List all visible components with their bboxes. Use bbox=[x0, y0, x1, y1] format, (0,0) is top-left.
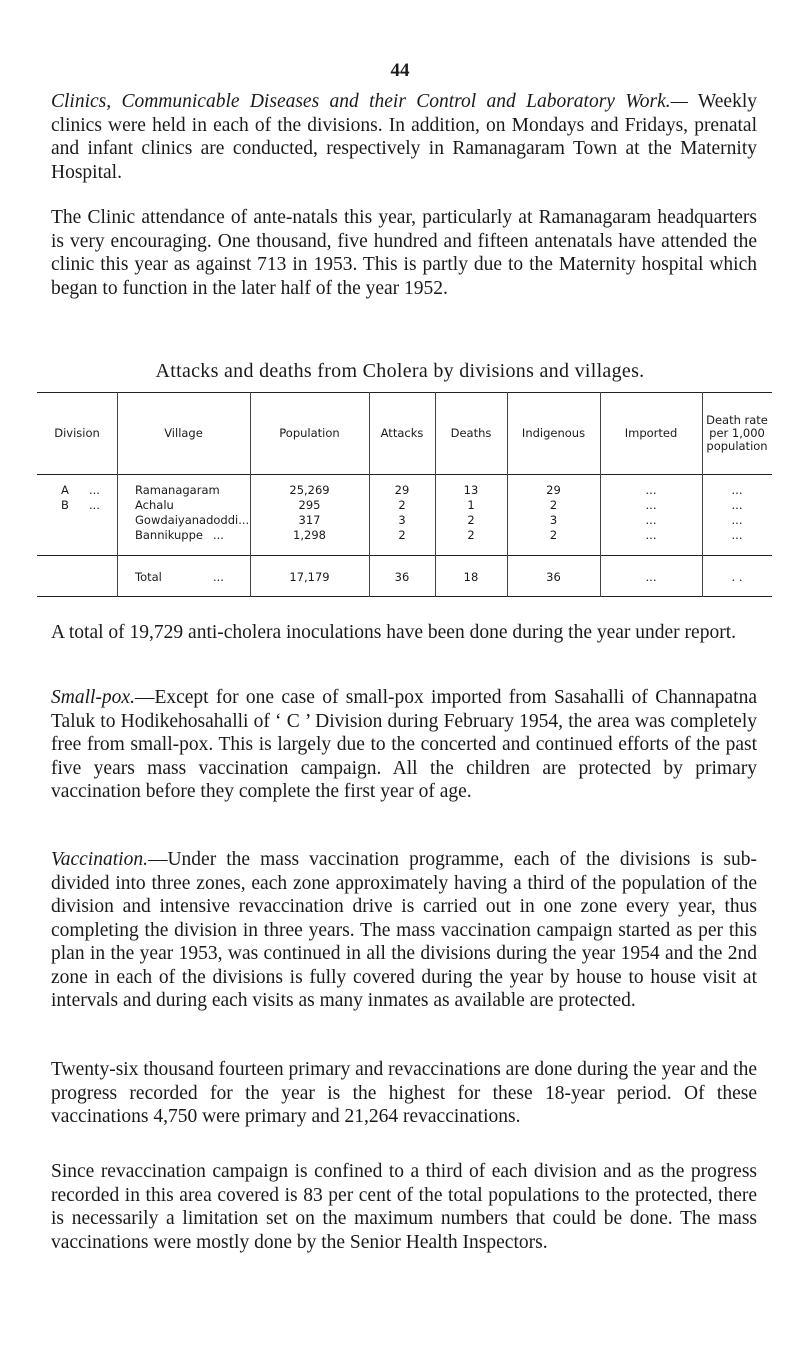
row-deaths: 2 bbox=[467, 513, 475, 527]
row-attacks: 2 bbox=[398, 528, 406, 542]
vaccination-heading: Vaccination. bbox=[51, 849, 148, 870]
smallpox-text: —Except for one case of small-pox imported from Sasahalli of Channapatna Taluk to Hodikehosahalli of ‘ C ’ Division during February 1954, the area was completely free from small-pox. This is largely due to the concerted and continued efforts of the past five years mass vaccination campaign. All the children are protected by primary vaccination before they complete the first year of age. bbox=[51, 687, 757, 802]
row-indigenous: 3 bbox=[549, 513, 558, 527]
clinics-text: Weekly clinics were held in each of the divisions. In addition, on Mondays and Fridays, prenatal and infant clinics are conducted, respectively in Ramanagaram Town at the Maternity Hospital. bbox=[51, 91, 757, 183]
total-population: 17,179 bbox=[289, 570, 330, 584]
revaccination-text: Since revaccination campaign is confined to a third of each division and as the progress recorded in this area covered is 83 per cent of the total populations to the protected, there is necessarily a limitation set on the maximum numbers that could be done. The mass vaccinations were mostly done by the Senior Health Inspectors. bbox=[51, 1161, 757, 1253]
table-caption: Attacks and deaths from Cholera by divisions and villages. bbox=[155, 360, 645, 382]
vaccination-text: —Under the mass vaccination programme, each of the divisions is sub-divided into three zones, each zone approximately having a third of the population of the division and intensive revaccination drive is carried out in one zone every year, thus completing the division in three years. The mass vaccination campaign started as per this plan in the year 1953, was continued in all the divisions during the year 1954 and the 2nd zone in each of the divisions is fully covered during the year by house to house visit at intervals and during each visits as many inmates as available are protected. bbox=[51, 849, 757, 1011]
row-dots: ... bbox=[213, 528, 224, 542]
row-population: 317 bbox=[298, 513, 321, 527]
row-division: B bbox=[61, 498, 69, 512]
inoculations-paragraph bbox=[51, 621, 757, 645]
total-indigenous: 36 bbox=[546, 570, 561, 584]
header-death-rate: Death rate per 1,000 population bbox=[706, 412, 768, 453]
total-attacks: 36 bbox=[394, 570, 410, 584]
row-population: 25,269 bbox=[289, 483, 330, 497]
header-attacks: Attacks bbox=[380, 425, 424, 440]
clinics-heading: Clinics, Communicable Diseases and their Control and Laboratory Work.— bbox=[51, 91, 688, 112]
row-imported: ... bbox=[645, 483, 657, 497]
total-label: Total bbox=[135, 570, 162, 584]
row-death-rate: ... bbox=[731, 528, 743, 542]
antenatal-text: The Clinic attendance of ante-natals this year, particularly at Ramanagaram headquarters is very encouraging. One thousand, five hundred and fifteen antenatals have attended the clinic this year as against 713 in 1953. This is partly due to the Maternity hospital which began to function in the later half of the year 1952. bbox=[51, 207, 757, 299]
inoculations-text: A total of 19,729 anti-cholera inoculations have been done during the year under report. bbox=[51, 622, 736, 643]
smallpox-paragraph bbox=[51, 686, 757, 804]
row-imported: ... bbox=[645, 498, 657, 512]
row-imported: ... bbox=[645, 528, 657, 542]
header-village: Village bbox=[164, 425, 203, 440]
row-indigenous: 2 bbox=[549, 498, 558, 512]
header-division: Division bbox=[54, 425, 100, 440]
revaccination-paragraph bbox=[51, 1160, 757, 1254]
antenatal-paragraph bbox=[51, 206, 757, 300]
row-death-rate: ... bbox=[731, 513, 743, 527]
row-deaths: 2 bbox=[467, 528, 475, 542]
table-total-rule bbox=[37, 555, 772, 556]
row-death-rate: ... bbox=[731, 483, 743, 497]
row-deaths: 13 bbox=[463, 483, 479, 497]
row-dots: ... bbox=[89, 498, 100, 512]
row-population: 295 bbox=[298, 498, 321, 512]
row-population: 1,298 bbox=[293, 528, 326, 542]
clinics-paragraph bbox=[51, 90, 757, 184]
twenty-six-text: Twenty-six thousand fourteen primary and revaccinations are done during the year and the progress recorded for the year is the highest for these 18-year period. Of these vaccinations 4,750 were primary and 21,264 revaccinations. bbox=[51, 1059, 757, 1127]
total-death-rate: . . bbox=[731, 570, 743, 584]
row-dots: ... bbox=[89, 483, 100, 497]
row-division: A bbox=[61, 483, 69, 497]
total-imported: ... bbox=[645, 570, 657, 584]
page-number: 44 bbox=[390, 60, 410, 81]
total-deaths: 18 bbox=[463, 570, 479, 584]
header-indigenous: Indigenous bbox=[521, 425, 586, 440]
row-deaths: 1 bbox=[467, 498, 475, 512]
smallpox-heading: Small-pox. bbox=[51, 687, 135, 708]
header-deaths: Deaths bbox=[450, 425, 492, 440]
row-imported: ... bbox=[645, 513, 657, 527]
row-village: Achalu bbox=[135, 498, 174, 512]
vaccination-paragraph bbox=[51, 848, 757, 1013]
row-attacks: 29 bbox=[394, 483, 410, 497]
header-imported: Imported bbox=[624, 425, 678, 440]
row-attacks: 2 bbox=[398, 498, 406, 512]
row-indigenous: 29 bbox=[546, 483, 561, 497]
row-dots: ... bbox=[213, 570, 224, 584]
table-bottom-rule bbox=[37, 596, 772, 597]
cholera-table bbox=[37, 392, 772, 599]
row-village: Gowdaiyanadoddi... bbox=[135, 513, 250, 527]
header-population: Population bbox=[279, 425, 340, 440]
row-village: Ramanagaram bbox=[135, 483, 220, 497]
row-attacks: 3 bbox=[398, 513, 406, 527]
row-death-rate: ... bbox=[731, 498, 743, 512]
row-indigenous: 2 bbox=[549, 528, 558, 542]
row-village: Bannikuppe bbox=[135, 528, 203, 542]
twenty-six-paragraph bbox=[51, 1058, 757, 1129]
table-header-rule bbox=[37, 474, 772, 475]
